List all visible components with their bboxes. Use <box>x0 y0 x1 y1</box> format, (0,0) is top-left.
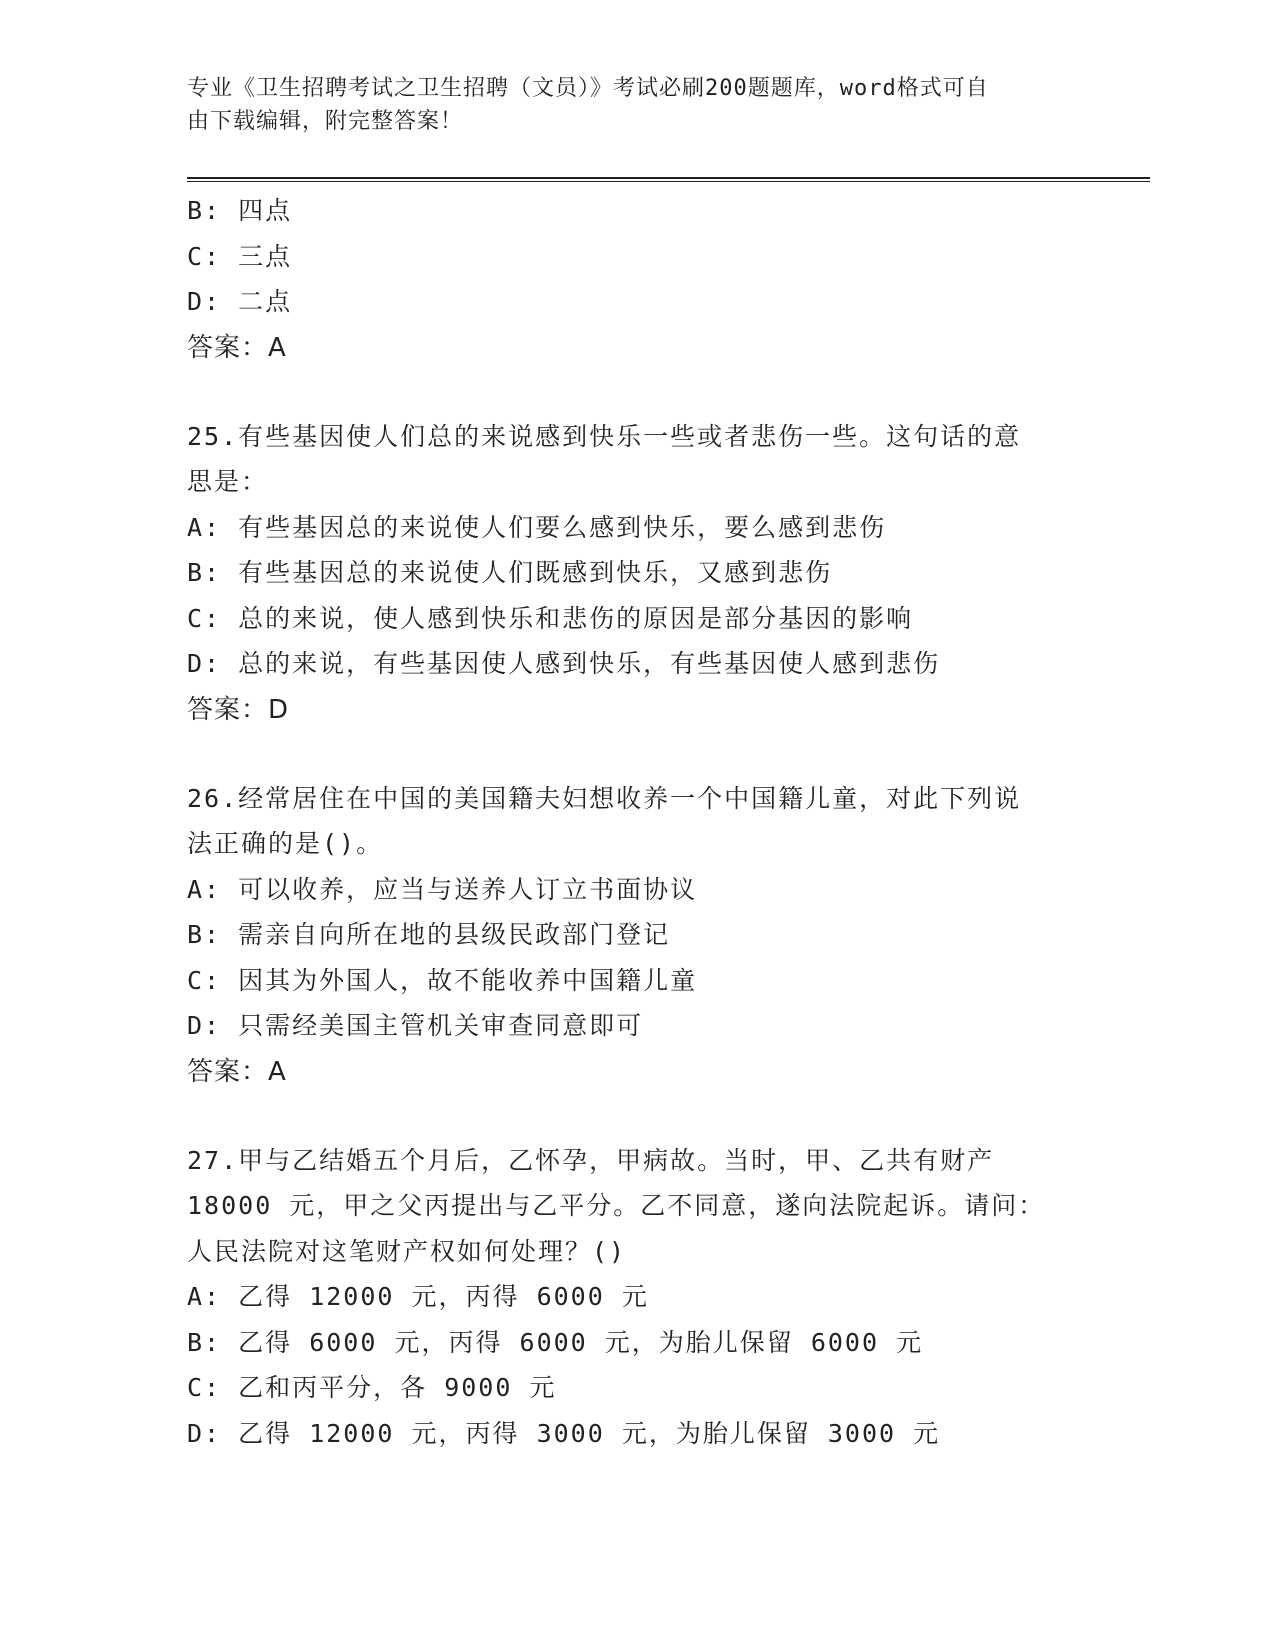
option-d: D: 总的来说，有些基因使人感到快乐，有些基因使人感到悲伤 <box>187 649 941 678</box>
question-text-line: 18000 元，甲之父丙提出与乙平分。乙不同意，遂向法院起诉。请问： <box>187 1191 1046 1220</box>
header-line-2: 由下载编辑，附完整答案！ <box>187 109 464 134</box>
question-list <box>187 188 1087 1456</box>
option-b: B: 有些基因总的来说使人们既感到快乐，又感到悲伤 <box>187 558 833 587</box>
question-text-line: 思是： <box>187 467 269 496</box>
header-divider-thick <box>187 177 1150 179</box>
option-a: A: 乙得 12000 元，丙得 6000 元 <box>187 1282 649 1311</box>
question-26 <box>187 776 1087 1095</box>
option-c: C: 三点 <box>187 241 293 271</box>
answer: 答案：A <box>187 1056 287 1087</box>
question-text-line: 法正确的是()。 <box>187 829 384 858</box>
header-divider-thin <box>187 181 1150 182</box>
option-d: D: 只需经美国主管机关审查同意即可 <box>187 1011 644 1040</box>
question-25 <box>187 414 1087 733</box>
option-c: C: 乙和丙平分，各 9000 元 <box>187 1373 557 1402</box>
answer: 答案：A <box>187 332 287 363</box>
question-text-line: 27.甲与乙结婚五个月后，乙怀孕，甲病故。当时，甲、乙共有财产 <box>187 1145 995 1175</box>
option-c: C: 因其为外国人，故不能收养中国籍儿童 <box>187 965 698 995</box>
option-b: B: 四点 <box>187 196 293 225</box>
question-text-line: 26.经常居住在中国的美国籍夫妇想收养一个中国籍儿童，对此下列说 <box>187 783 1022 813</box>
question-text-line: 人民法院对这笔财产权如何处理？() <box>187 1236 627 1266</box>
header-line-1: 专业《卫生招聘考试之卫生招聘（文员）》考试必刷200题题库，word格式可自 <box>187 76 989 101</box>
option-d: D: 乙得 12000 元，丙得 3000 元，为胎儿保留 3000 元 <box>187 1418 941 1448</box>
option-a: A: 有些基因总的来说使人们要么感到快乐，要么感到悲伤 <box>187 512 887 542</box>
option-b: B: 需亲自向所在地的县级民政部门登记 <box>187 920 671 949</box>
option-a: A: 可以收养，应当与送养人订立书面协议 <box>187 874 698 904</box>
option-b: B: 乙得 6000 元，丙得 6000 元，为胎儿保留 6000 元 <box>187 1327 924 1357</box>
answer: 答案：D <box>187 694 290 725</box>
option-c: C: 总的来说，使人感到快乐和悲伤的原因是部分基因的影响 <box>187 603 914 633</box>
option-d: D: 二点 <box>187 287 293 316</box>
question-27 <box>187 1138 1087 1457</box>
question-24 <box>187 188 1087 371</box>
document-header <box>187 72 1067 138</box>
question-text-line: 25.有些基因使人们总的来说感到快乐一些或者悲伤一些。这句话的意 <box>187 421 1022 451</box>
